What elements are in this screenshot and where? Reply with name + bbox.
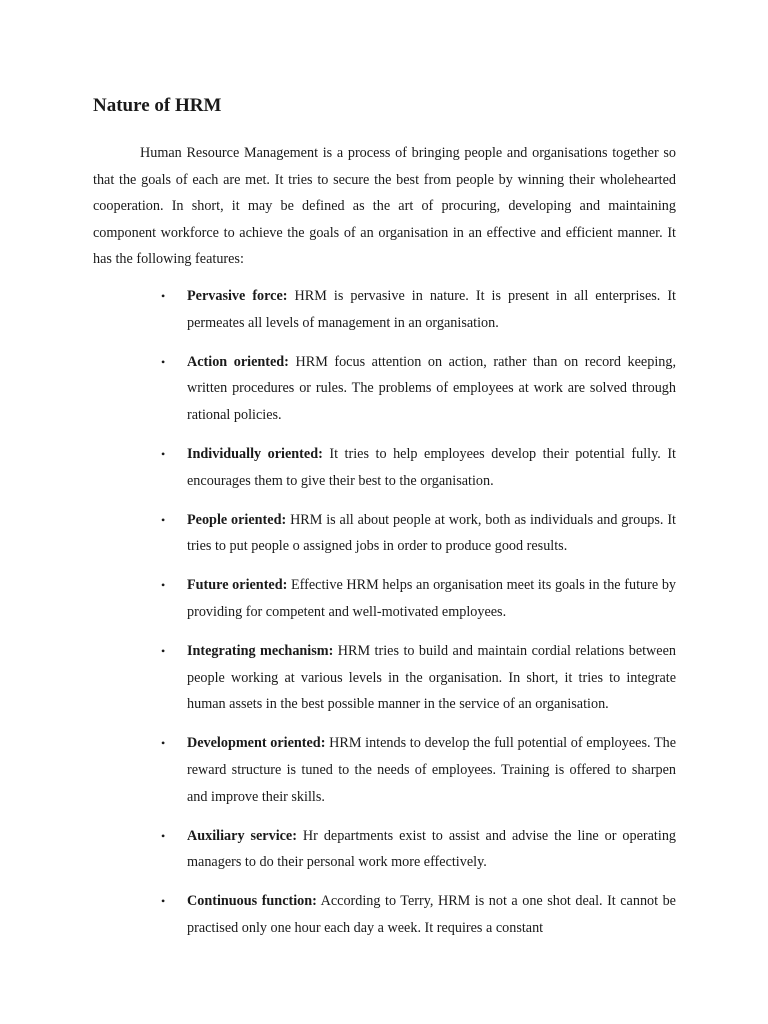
- feature-item-action-oriented: [161, 349, 676, 429]
- feature-text: HRM intends to develop the full potential of employees. The reward structure is tuned to the needs of employees. Training is offered to sharpen and improve their skills.: [187, 735, 677, 805]
- document-title: Nature of HRM: [93, 95, 222, 116]
- feature-label: Integrating mechanism:: [187, 643, 334, 660]
- feature-text: Effective HRM helps an organisation meet its goals in the future by providing for competent and well-motivated employees.: [187, 577, 677, 620]
- feature-label: Continuous function:: [187, 893, 317, 910]
- bullet-icon: •: [161, 354, 166, 369]
- bullet-icon: •: [161, 736, 166, 751]
- bullet-icon: •: [161, 828, 166, 843]
- bullet-icon: •: [161, 644, 166, 659]
- bullet-icon: •: [161, 578, 166, 593]
- bullet-icon: •: [161, 512, 166, 527]
- feature-label: Development oriented:: [187, 735, 326, 752]
- feature-label: Auxiliary service:: [187, 827, 297, 844]
- feature-text: HRM is pervasive in nature. It is present in all enterprises. It permeates all levels of management in an organisation.: [187, 288, 676, 331]
- feature-label: Future oriented:: [187, 577, 288, 594]
- feature-item-development-oriented: [161, 730, 677, 810]
- feature-text: HRM focus attention on action, rather than on record keeping, written procedures or rules. The problems of employees at work are solved through rational policies.: [187, 353, 676, 423]
- feature-label: Individually oriented:: [187, 445, 323, 462]
- feature-item-continuous-function: [161, 888, 676, 941]
- feature-item-future-oriented: [161, 572, 677, 625]
- feature-label: Action oriented:: [187, 353, 289, 370]
- feature-text: According to Terry, HRM is not a one shot deal. It cannot be practised only one hour each day a week. It requires a constant: [187, 893, 676, 936]
- feature-item-pervasive-force: [161, 283, 676, 336]
- feature-item-auxiliary-service: [161, 823, 677, 876]
- feature-text: Hr departments exist to assist and advise the line or operating managers to do their personal work more effectively.: [187, 827, 677, 871]
- feature-label: People oriented:: [187, 511, 287, 528]
- feature-text: HRM is all about people at work, both as individuals and groups. It tries to put people o assigned jobs in order to produce good results.: [187, 511, 676, 555]
- bullet-icon: •: [161, 289, 166, 303]
- intro-paragraph: Human Resource Management is a process of bringing people and organisations together so that the goals of each are met. It tries to secure the best from people by winning their wholehearted cooperation. In short, it may be defined as the art of procuring, developing and maintaining component workforce to achieve the goals of an organisation in an effective and efficient manner. It has the following features:: [93, 145, 676, 268]
- feature-label: Pervasive force:: [187, 288, 288, 304]
- feature-item-individually-oriented: [161, 441, 676, 494]
- feature-item-integrating-mechanism: [161, 638, 676, 718]
- features-list: [0, 283, 768, 954]
- feature-item-people-oriented: [161, 507, 676, 560]
- bullet-icon: •: [161, 894, 166, 909]
- feature-text: HRM tries to build and maintain cordial relations between people working at various levels in the organisation. In short, it tries to integrate human assets in the best possible manner in the service of an organisation.: [187, 643, 676, 713]
- bullet-icon: •: [161, 446, 166, 461]
- feature-text: It tries to help employees develop their potential fully. It encourages them to give their best to the organisation.: [187, 445, 676, 489]
